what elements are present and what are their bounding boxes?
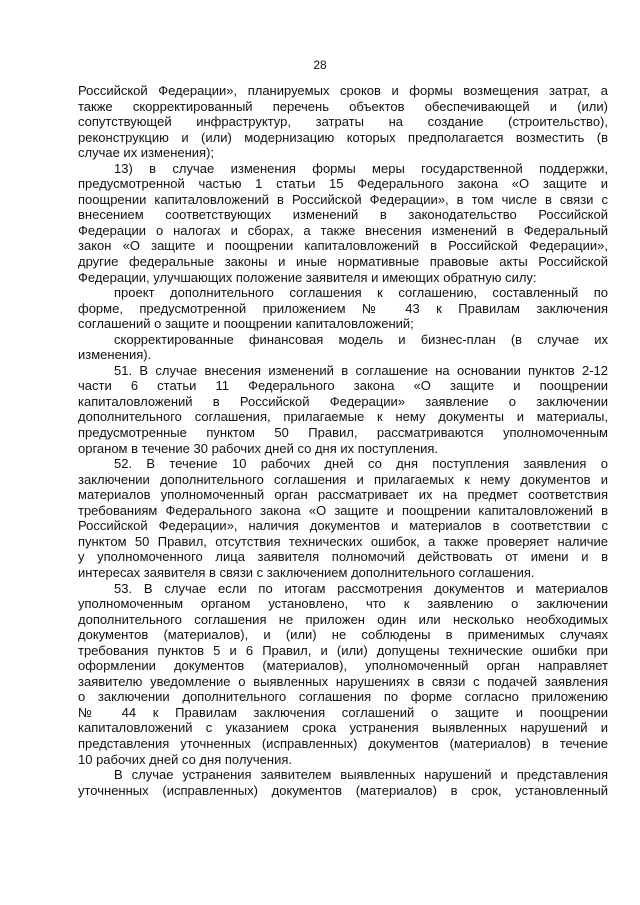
- text-line: сопутствующей инфраструктур, затраты на создание (строительство),: [78, 114, 608, 130]
- text-line: пунктом 50 Правил, отсутствия технических ошибок, а также проверяет наличие: [78, 533, 608, 549]
- text-line: внесением соответствующих изменений в законодательство Российской: [78, 207, 608, 223]
- text-line: закон «О защите и поощрении капиталовложений в Российской Федерации»,: [78, 238, 608, 254]
- text-line: у уполномоченного лица заявителя полномочий действовать от имени и в: [78, 549, 608, 565]
- text-line: представления уточненных (исправленных) документов (материалов) в течение: [78, 735, 608, 751]
- text-line: 13) в случае изменения формы меры государственной поддержки,: [114, 160, 608, 176]
- text-line: соглашений о защите и поощрении капиталовложений;: [78, 316, 414, 332]
- text-line: дополнительного соглашения не приложен один или несколько необходимых: [78, 611, 608, 627]
- text-line: требования пунктов 5 и 6 Правил, и (или) допущены технические ошибки при: [78, 642, 608, 658]
- text-line: Федерации о налогах и сборах, а также внесения изменений в Федеральный: [78, 222, 608, 238]
- text-line: капиталовложений в Российской Федерации» заявление о заключении: [78, 393, 608, 409]
- text-line: органом в течение 30 рабочих дней со дня их поступления.: [78, 440, 439, 456]
- text-line: капиталовложений с указанием срока устранения выявленных нарушений и: [78, 720, 608, 736]
- text-line: заявителю уведомление о выявленных нарушениях в связи с подачей заявления: [78, 673, 608, 689]
- text-line: уполномоченным органом установлено, что к заявлению о заключении: [78, 596, 608, 612]
- text-line: 10 рабочих дней со дня получения.: [78, 751, 293, 767]
- text-line: другие федеральные законы и иные нормативные правовые акты Российской: [78, 254, 608, 270]
- text-line: оформлении документов (материалов), уполномоченный орган направляет: [78, 658, 608, 674]
- text-line: заключении дополнительного соглашения и прилагаемых к нему документов и: [78, 471, 608, 487]
- text-line: проект дополнительного соглашения к соглашению, составленный по: [114, 285, 608, 301]
- text-line: Российской Федерации», планируемых сроков и формы возмещения затрат, а: [78, 83, 608, 98]
- text-line: форме, предусмотренной приложением № 43 к Правилам заключения: [78, 300, 608, 316]
- text-line: о заключении дополнительного соглашения по форме согласно приложению: [78, 689, 608, 705]
- text-line: предусмотренной частью 1 статьи 15 Федерального закона «О защите и: [78, 176, 608, 192]
- text-line: реконструкцию и (или) модернизацию которых предполагается возместить (в: [78, 129, 608, 145]
- text-line: также скорректированный перечень объектов обеспечивающей и (или): [78, 98, 608, 114]
- text-line: дополнительного соглашения, прилагаемые к нему документы и материалы,: [78, 409, 608, 425]
- text-line: Российской Федерации», наличия документов и материалов в соответствии с: [78, 518, 608, 534]
- text-line: поощрении капиталовложений в Российской Федерации», в том числе в связи с: [78, 191, 608, 207]
- text-line: № 44 к Правилам заключения соглашений о защите и поощрении: [78, 704, 608, 720]
- text-line: требованиям Федерального закона «О защите и поощрении капиталовложений в: [78, 502, 608, 518]
- document-body: [78, 83, 608, 798]
- text-line: части 6 статьи 11 Федерального закона «О защите и поощрении: [78, 378, 608, 394]
- text-line: случае их изменения);: [78, 145, 215, 161]
- text-line: 51. В случае внесения изменений в соглашение на основании пунктов 2-12: [114, 362, 608, 378]
- text-line: 53. В случае если по итогам рассмотрения документов и материалов: [114, 580, 608, 596]
- text-line: В случае устранения заявителем выявленных нарушений и представления: [114, 767, 608, 783]
- text-line: 52. В течение 10 рабочих дней со дня поступления заявления о: [114, 456, 608, 472]
- text-line: изменения).: [78, 347, 152, 363]
- text-line: скорректированные финансовая модель и бизнес-план (в случае их: [114, 331, 608, 347]
- text-line: предусмотренные пунктом 50 Правил, рассматриваются уполномоченным: [78, 425, 608, 441]
- text-line: уточненных (исправленных) документов (материалов) в срок, установленный: [78, 782, 608, 798]
- text-line: Федерации, улучшающих положение заявителя и имеющих обратную силу:: [78, 269, 537, 285]
- text-line: интересах заявителя в связи с заключением дополнительного соглашения.: [78, 564, 535, 580]
- text-line: документов (материалов), и (или) не соблюдены в применимых случаях: [78, 627, 608, 643]
- page-number: 28: [313, 58, 327, 72]
- text-line: материалов уполномоченный орган рассматривает их на предмет соответствия: [78, 487, 608, 503]
